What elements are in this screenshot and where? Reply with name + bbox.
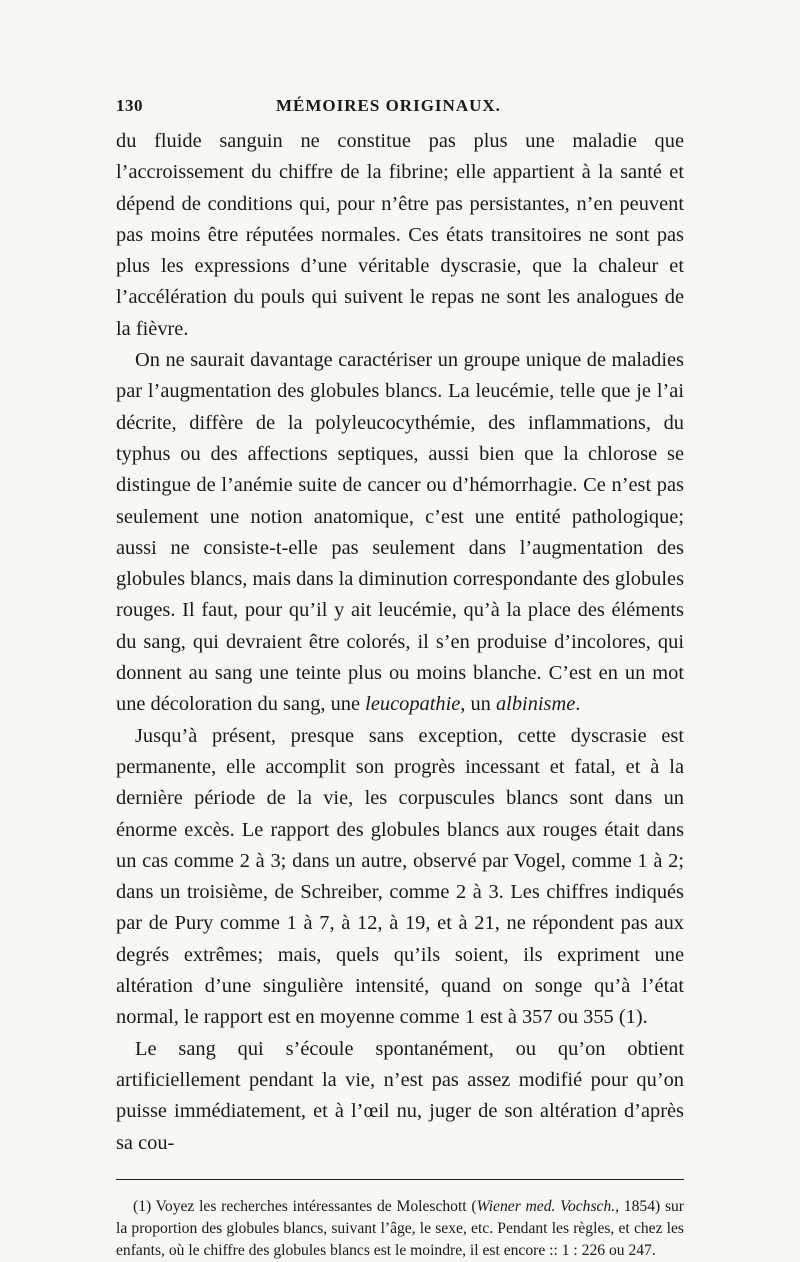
- footnote-text: [116, 1196, 684, 1262]
- paragraph-text: , un: [460, 693, 496, 716]
- paragraph-dyscrasie: Jusqu’à présent, presque sans exception, cette dyscrasie est permanente, elle accomplit son progrès incessant et fatal, et à la dernière période de la vie, les corpuscules blancs sont dans un énorme excès. Le rapport des globules blancs aux rouges était dans un cas comme 2 à 3; dans un autre, observé par Vogel, comme 1 à 2; dans un troisième, de Schreiber, comme 2 à 3. Les chiffres indiqués par de Pury comme 1 à 7, à 12, à 19, et à 21, ne répondent pas aux degrés extrêmes; mais, quels qu’ils soient, ils expriment une altération d’une singulière intensité, quand on songe qu’à l’état normal, le rapport est en moyenne comme 1 est à 357 ou 355 (1).: [116, 724, 684, 1029]
- paragraph-text: On ne saurait davantage caractériser un groupe unique de maladies par l’augmentation des globules blancs. La leucémie, telle que je l’ai décrite, diffère de la polyleucocythémie, des inflammations, du typhus ou des affections septiques, aussi bien que la chlorose se distingue de l’anémie suite de cancer ou d’hémorrhagie. Ce n’est pas seulement une notion anatomique, c’est une entité pathologique; aussi ne consiste-t-elle pas seulement dans l’augmentation des globules blancs, mais dans la diminution correspondante des globules rouges. Il faut, pour qu’il y ait leucémie, qu’à la place des éléments du sang, qui devraient être colorés, il s’en produise d’incolores, qui donnent au sang une teinte plus ou moins blanche. C’est en un mot une décoloration du sang, une: [116, 349, 685, 716]
- body-text: [116, 126, 684, 1159]
- page-header: [116, 96, 684, 126]
- italic-term-leucopathie: leucopathie: [365, 693, 461, 716]
- running-title: MÉMOIRES ORIGINAUX.: [276, 96, 501, 115]
- footnote: [116, 1196, 684, 1262]
- paragraph-sang: Le sang qui s’écoule spontanément, ou qu’on obtient artificiellement pendant la vie, n’est pas assez modifié pour qu’on puisse immédiatement, et à l’œil nu, juger de son altération d’après sa cou-: [116, 1037, 684, 1154]
- page-number: 130: [116, 96, 143, 115]
- footnote-citation: Wiener med. Vochsch.: [476, 1197, 616, 1215]
- paragraph-text: .: [575, 693, 581, 716]
- footnote-divider: [116, 1179, 684, 1180]
- paragraph-continuation: du fluide sanguin ne constitue pas plus une maladie que l’accroissement du chiffre de la fibrine; elle appartient à la santé et dépend de conditions qui, pour n’être pas persistantes, n’en peuvent pas moins être réputées normales. Ces états transitoires ne sont pas plus les expressions d’une véritable dyscrasie, que la chaleur et l’accélération du pouls qui suivent le repas ne sont les analogues de la fièvre.: [116, 130, 684, 340]
- footnote-text-part: , 1854) sur la proportion des globules blancs, suivant l’âge, le sexe, etc. Pendant les règles, et chez les enfants, où le chiffre des globules blancs est le moindre, il est encore :: 1 : 226 ou 247.: [116, 1197, 685, 1259]
- book-page: [116, 96, 684, 1262]
- italic-term-albinisme: albinisme: [495, 693, 576, 716]
- paragraph-leucemie: [116, 345, 684, 721]
- footnote-text-part: (1) Voyez les recherches intéressantes de Moleschott (: [133, 1197, 477, 1215]
